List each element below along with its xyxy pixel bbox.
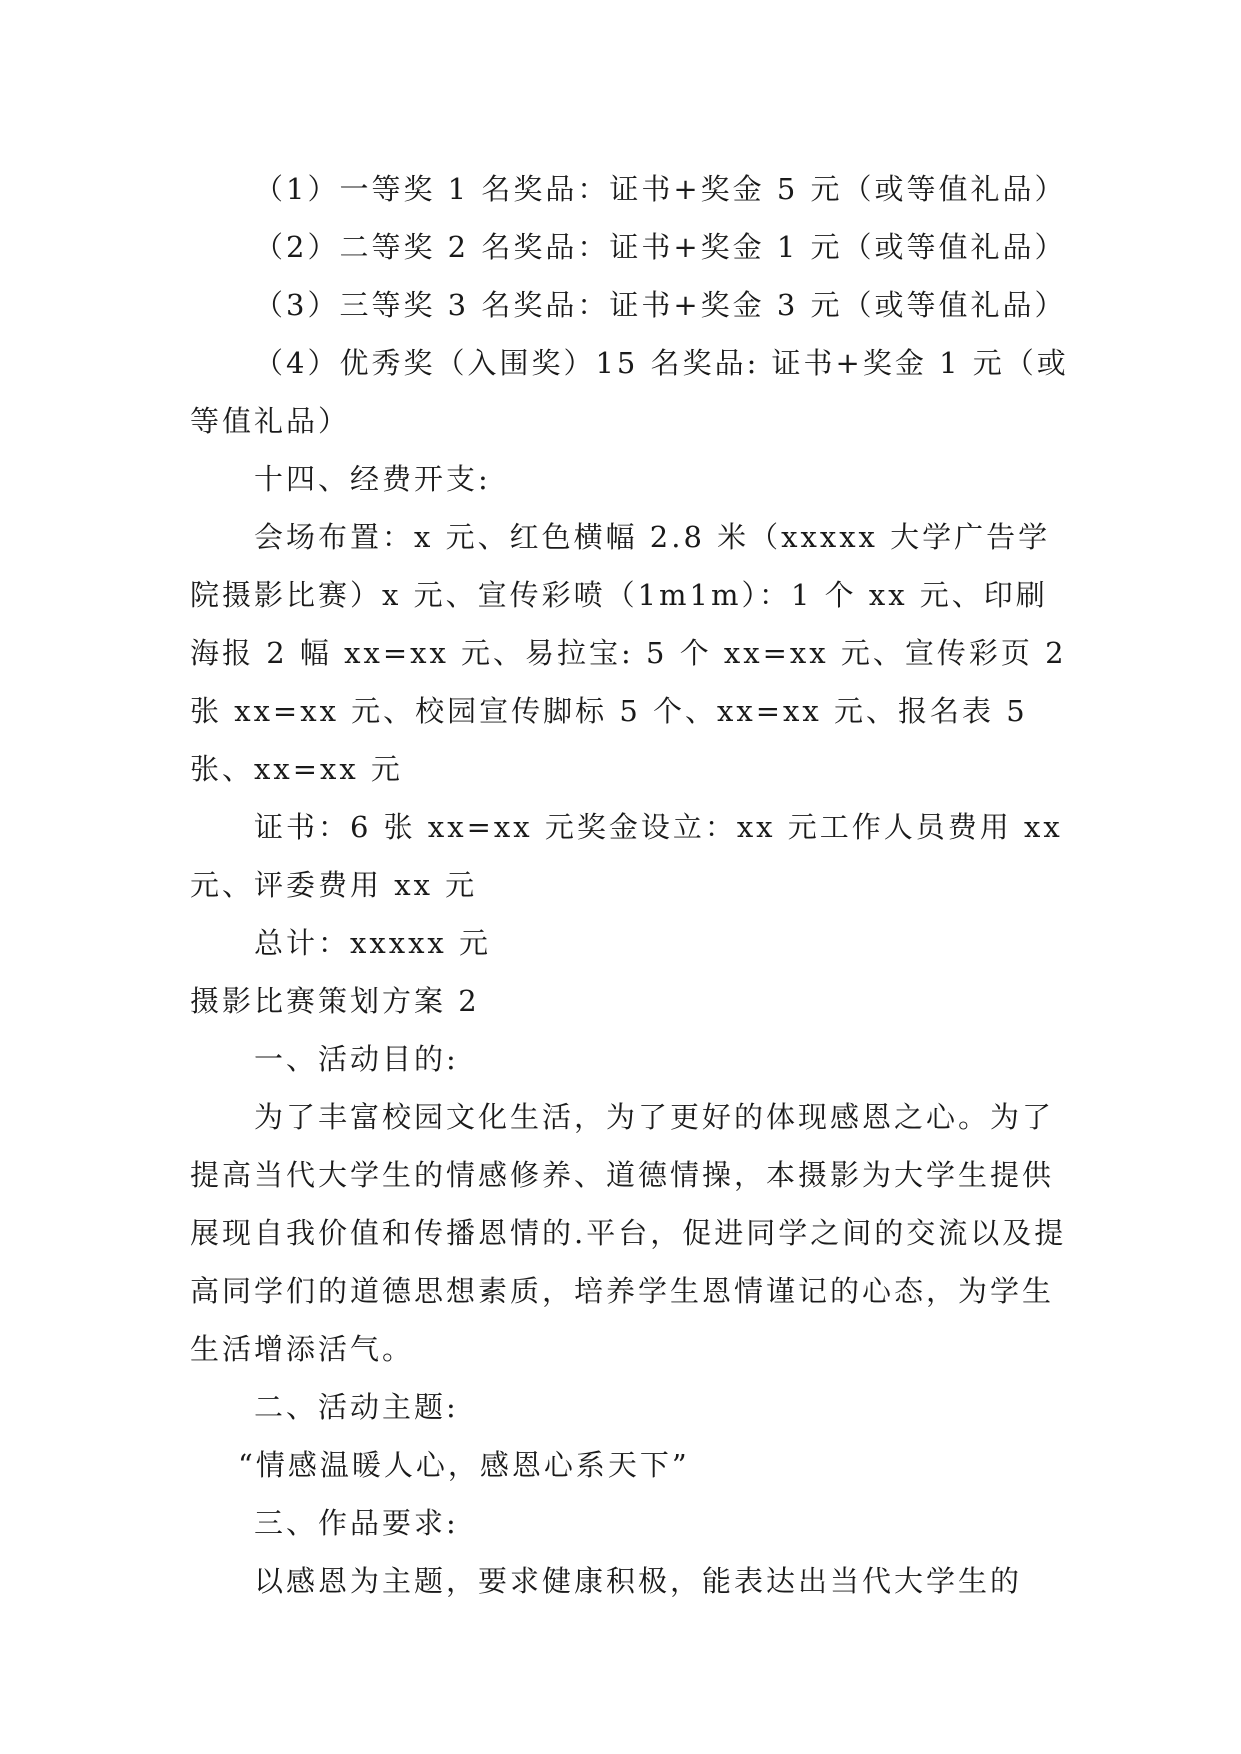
budget-total: 总计：xxxxx 元: [254, 926, 491, 960]
plan-2-title: 摄影比赛策划方案 2: [190, 984, 480, 1018]
requirements-paragraph: 以感恩为主题，要求健康积极，能表达出当代大学生的: [254, 1564, 1023, 1598]
section-heading-requirements: 三、作品要求:: [254, 1506, 459, 1540]
award-excellence-prize: （4）优秀奖（入围奖）15 名奖品: 证书+奖金 1 元（或等值礼品）: [190, 346, 1069, 438]
document-page: [190, 160, 1070, 1610]
section-heading-budget: 十四、经费开支:: [254, 462, 491, 496]
purpose-paragraph: 为了丰富校园文化生活，为了更好的体现感恩之心。为了提高当代大学生的情感修养、道德情操，本摄影为大学生提供展现自我价值和传播恩情的.平台，促进同学之间的交流以及提高同学们的道德思想素质，培养学生恩情谨记的心态，为学生生活增添活气。: [190, 1100, 1067, 1366]
budget-certificates-paragraph: 证书：6 张 xx=xx 元奖金设立：xx 元工作人员费用 xx 元、评委费用 xx 元: [190, 810, 1063, 902]
award-first-prize: （1）一等奖 1 名奖品：证书+奖金 5 元（或等值礼品）: [254, 172, 1067, 206]
budget-venue-paragraph: 会场布置：x 元、红色横幅 2.8 米（xxxxx 大学广告学院摄影比赛）x 元、宣传彩喷（1m1m）：1 个 xx 元、印刷海报 2 幅 xx=xx 元、易拉宝: 5 个 xx=xx 元、宣传彩页 2 张 xx=xx 元、校园宣传脚标 5 个、xx=xx 元、报名表 5 张、xx=xx 元: [190, 520, 1067, 786]
award-second-prize: （2）二等奖 2 名奖品：证书+奖金 1 元（或等值礼品）: [254, 230, 1067, 264]
section-heading-theme: 二、活动主题:: [254, 1390, 459, 1424]
section-heading-purpose: 一、活动目的:: [254, 1042, 459, 1076]
theme-slogan: “情感温暖人心，感恩心系天下”: [238, 1448, 690, 1482]
award-third-prize: （3）三等奖 3 名奖品：证书+奖金 3 元（或等值礼品）: [254, 288, 1067, 322]
